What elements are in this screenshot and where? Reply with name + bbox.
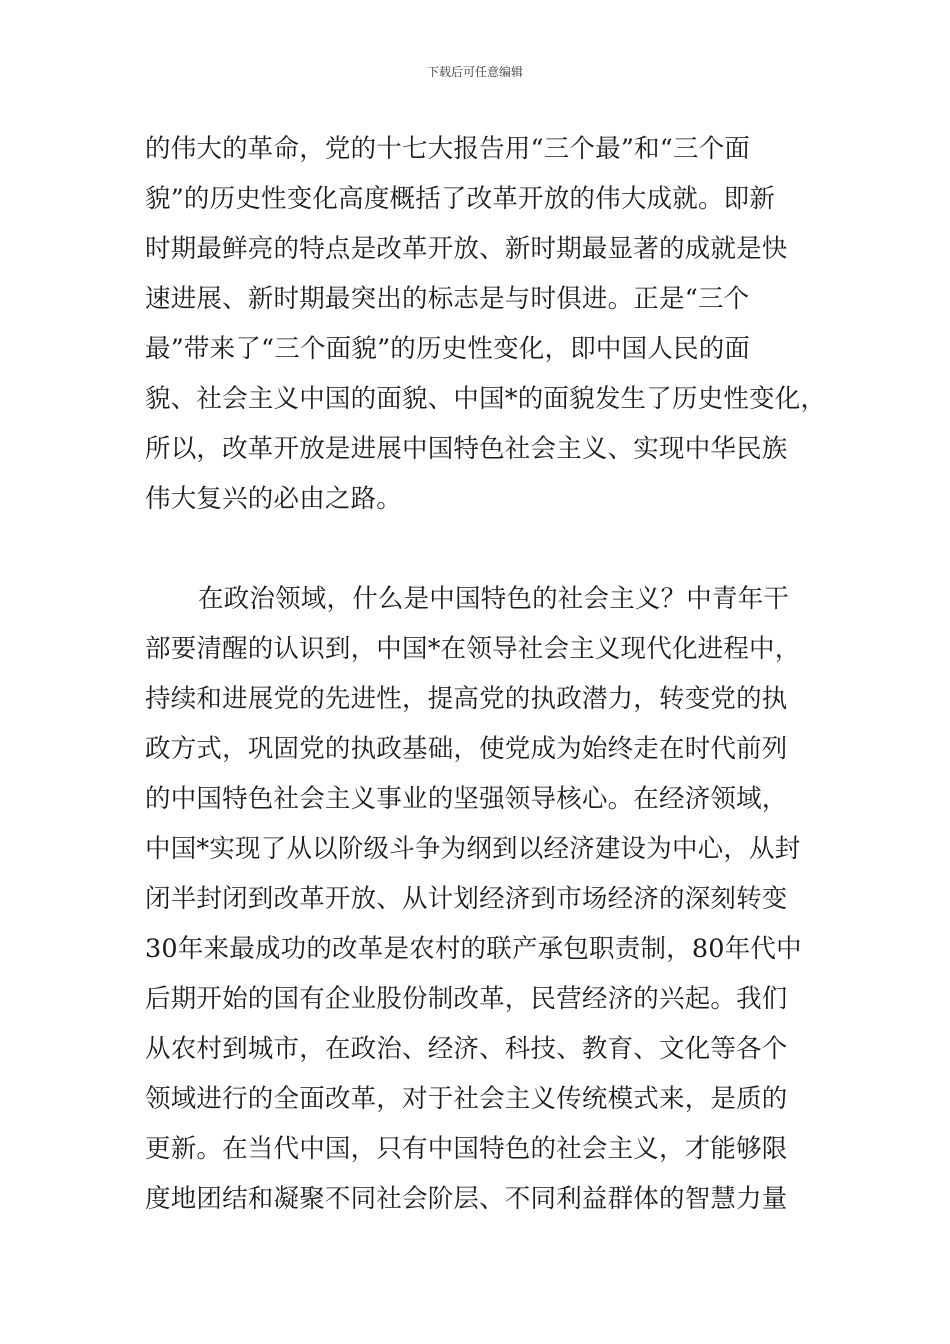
paragraph-line: 30年来最成功的改革是农村的联产承包职责制，80年代中	[145, 934, 802, 964]
paragraph-line: 闭半封闭到改革开放、从计划经济到市场经济的深刻转变	[145, 884, 788, 914]
paragraph-line: 部要清醒的认识到，中国*在领导社会主义现代化进程中，	[145, 634, 801, 664]
paragraph-first-line: 在政治领域，什么是中国特色的社会主义？中青年干	[198, 584, 790, 614]
paragraph-line: 所以，改革开放是进展中国特色社会主义、实现中华民族	[145, 434, 788, 464]
paragraph-line: 貌、社会主义中国的面貌、中国*的面貌发生了历史性变化，	[145, 384, 827, 414]
paragraph-line: 的中国特色社会主义事业的坚强领导核心。在经济领域，	[145, 784, 788, 814]
paragraph-line: 中国*实现了从以阶级斗争为纲到以经济建设为中心，从封	[145, 834, 801, 864]
paragraph-line: 领域进行的全面改革，对于社会主义传统模式来，是质的	[145, 1084, 788, 1114]
header-note: 下载后可任意编辑	[426, 65, 523, 79]
paragraph-line: 的伟大的革命，党的十七大报告用“三个最”和“三个面	[145, 134, 751, 164]
paragraph-line: 度地团结和凝聚不同社会阶层、不同利益群体的智慧力量	[145, 1184, 788, 1214]
paragraph-line: 最”带来了“三个面貌”的历史性变化，即中国人民的面	[145, 334, 751, 364]
paragraph-line: 政方式，巩固党的执政基础，使党成为始终走在时代前列	[145, 734, 788, 764]
paragraph-2	[145, 574, 825, 1224]
paragraph-line: 更新。在当代中国，只有中国特色的社会主义，才能够限	[145, 1134, 788, 1164]
paragraph-line: 速进展、新时期最突出的标志是与时俱进。正是“三个	[145, 284, 750, 314]
paragraph-1	[145, 124, 825, 524]
paragraph-line: 伟大复兴的必由之路。	[145, 484, 403, 514]
paragraph-line: 貌”的历史性变化高度概括了改革开放的伟大成就。即新	[145, 184, 776, 214]
paragraph-line: 从农村到城市，在政治、经济、科技、教育、文化等各个	[145, 1034, 788, 1064]
paragraph-line: 时期最鲜亮的特点是改革开放、新时期最显著的成就是快	[145, 234, 788, 264]
paragraph-line: 持续和进展党的先进性，提高党的执政潜力，转变党的执	[145, 684, 788, 714]
paragraph-line: 后期开始的国有企业股份制改革，民营经济的兴起。我们	[145, 984, 788, 1014]
